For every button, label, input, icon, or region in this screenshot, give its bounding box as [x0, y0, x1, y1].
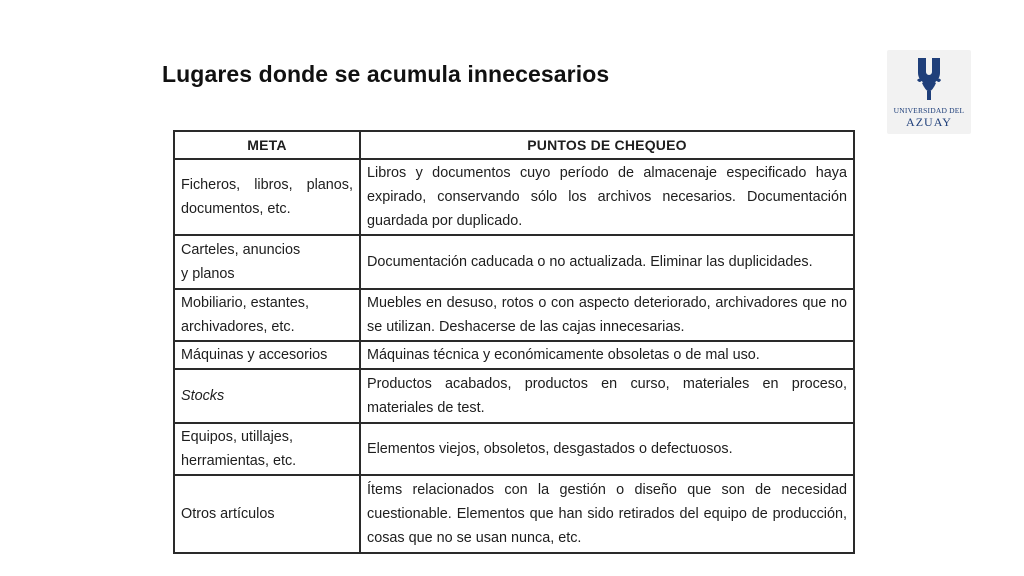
meta-cell	[174, 289, 360, 341]
checkpoint-cell: Muebles en desuso, rotos o con aspecto deteriorado, archivadores que no se utilizan. Deshacerse de las cajas innecesarias.	[360, 289, 854, 341]
meta-line: Carteles, anuncios	[181, 242, 301, 258]
meta-cell	[174, 423, 360, 475]
checkpoint-cell: Documentación caducada o no actualizada. Eliminar las duplicidades.	[360, 235, 854, 289]
university-logo	[887, 50, 971, 134]
slide-title: Lugares donde se acumula innecesarios	[162, 61, 610, 87]
checkpoint-cell: Libros y documentos cuyo período de almacenaje especificado haya expirado, conservando sólo los archivos necesarios. Documentación guardada por duplicado.	[360, 159, 854, 235]
column-header-meta: META	[174, 131, 360, 159]
table-row	[174, 475, 854, 553]
checkpoint-cell: Ítems relacionados con la gestión o diseño que son de necesidad cuestionable. Elementos que han sido retirados del equipo de producción, cosas que no se usan nunca, etc.	[360, 475, 854, 553]
meta-line: Mobiliario, estantes,	[181, 295, 309, 311]
meta-cell: Otros artículos	[174, 475, 360, 553]
checklist-table	[173, 130, 855, 554]
meta-line: herramientas, etc.	[181, 453, 297, 469]
table-row	[174, 341, 854, 369]
meta-line: Equipos, utillajes,	[181, 429, 293, 445]
checkpoint-cell: Elementos viejos, obsoletos, desgastados o defectuosos.	[360, 423, 854, 475]
meta-cell	[174, 235, 360, 289]
table-row	[174, 159, 854, 235]
meta-cell: Stocks	[174, 369, 360, 423]
table-row	[174, 289, 854, 341]
meta-cell: Ficheros, libros, planos, documentos, etc.	[174, 159, 360, 235]
table-row	[174, 423, 854, 475]
meta-line: archivadores, etc.	[181, 319, 295, 335]
table-header-row	[174, 131, 854, 159]
meta-cell: Máquinas y accesorios	[174, 341, 360, 369]
logo-text-line2: AZUAY	[906, 115, 952, 129]
checkpoint-cell: Productos acabados, productos en curso, materiales en proceso, materiales de test.	[360, 369, 854, 423]
checkpoint-cell: Máquinas técnica y económicamente obsoletas o de mal uso.	[360, 341, 854, 369]
table-row	[174, 369, 854, 423]
logo-text-line1: UNIVERSIDAD DEL	[893, 106, 965, 115]
column-header-puntos: PUNTOS DE CHEQUEO	[360, 131, 854, 159]
table-row	[174, 235, 854, 289]
meta-line: y planos	[181, 266, 235, 282]
